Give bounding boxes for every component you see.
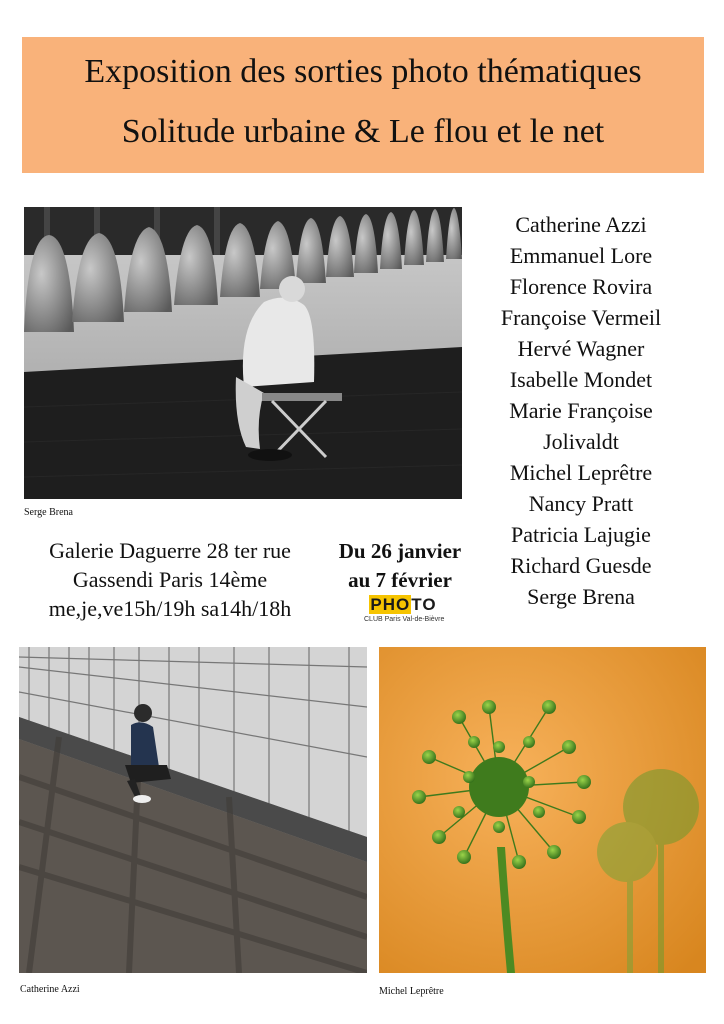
- photographer-name: Nancy Pratt: [528, 491, 634, 516]
- credit-michel-lepretre: Michel Leprêtre: [379, 986, 444, 997]
- photographer-name: Hervé Wagner: [517, 336, 645, 361]
- exhibition-themes: Solitude urbaine & Le flou et le net: [121, 113, 605, 150]
- photographer-name: Isabelle Mondet: [509, 367, 653, 392]
- photographer-name: Serge Brena: [527, 584, 635, 609]
- date-end: au 7 février: [348, 568, 452, 592]
- venue-hours: me,je,ve15h/19h sa14h/18h: [48, 596, 292, 621]
- exhibition-title: Exposition des sorties photo thématiques: [84, 53, 642, 90]
- date-start: Du 26 janvier: [338, 539, 462, 563]
- photographer-name: Françoise Vermeil: [500, 305, 662, 330]
- photographer-name: Richard Guesde: [510, 553, 652, 578]
- logo-wordmark: PHOTO: [370, 595, 437, 614]
- photo-club-logo: [364, 595, 445, 628]
- venue-address-line2: Gassendi Paris 14ème: [72, 567, 268, 592]
- title-banner: [22, 37, 704, 173]
- venue-address-line1: Galerie Daguerre 28 ter rue: [49, 538, 291, 563]
- photo-michel-lepretre: [379, 647, 706, 973]
- photographer-list: [476, 209, 686, 612]
- credit-serge-brena: Serge Brena: [24, 507, 73, 518]
- photo-serge-brena: [24, 207, 462, 499]
- logo-club-name: CLUB Paris Val-de-Bièvre: [364, 616, 445, 623]
- photographer-name: Catherine Azzi: [515, 212, 647, 237]
- photographer-name: Jolivaldt: [543, 429, 619, 454]
- photographer-name: Emmanuel Lore: [509, 243, 653, 268]
- photographer-name: Florence Rovira: [509, 274, 653, 299]
- credit-catherine-azzi: Catherine Azzi: [20, 984, 80, 995]
- photographer-name: Michel Leprêtre: [509, 460, 653, 485]
- photo-catherine-azzi: [19, 647, 367, 973]
- venue-info: [20, 536, 320, 623]
- photographer-name: Patricia Lajugie: [511, 522, 651, 547]
- exhibition-dates: [318, 537, 482, 595]
- photographer-name: Marie Françoise: [509, 398, 653, 423]
